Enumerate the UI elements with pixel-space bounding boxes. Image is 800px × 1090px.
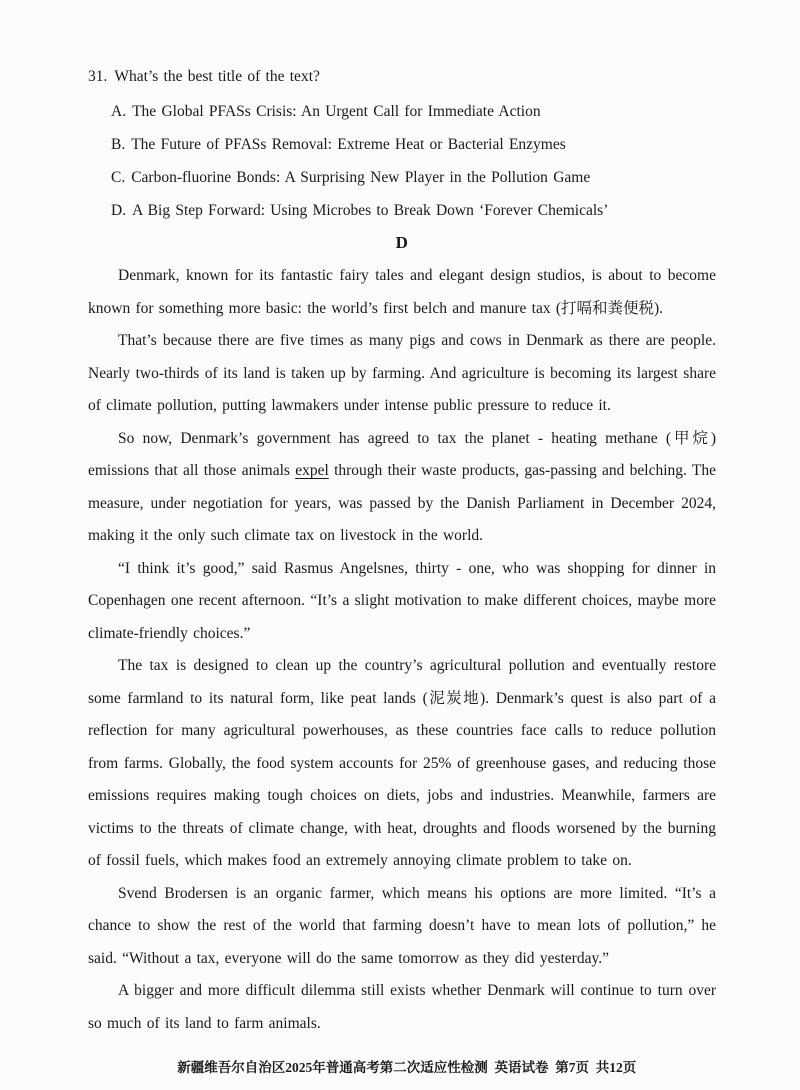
paragraph-text: Denmark, known for its fantastic fairy tales and elegant design studios, is about to become known for something more basic: the world’s first belch and manure tax (打嗝和粪便税). (88, 267, 716, 317)
underlined-word-expel: expel (295, 462, 329, 479)
paragraph-text-post: through their waste products, gas-passing and belching. The measure, under negotiation for years, was passed by the Danish Parliament in December 2024, making it the only such climate tax on livestock in the world. (88, 462, 716, 544)
passage-section-heading: D (395, 233, 409, 252)
passage-paragraph-6 (88, 878, 716, 976)
option-d (111, 194, 716, 227)
question-number: 31. (88, 68, 108, 85)
option-b-label: B. (111, 136, 126, 153)
passage-paragraph-1 (88, 260, 716, 325)
passage-paragraph-4 (88, 553, 716, 651)
option-d-text: A Big Step Forward: Using Microbes to Break Down ‘Forever Chemicals’ (132, 202, 609, 219)
option-a (111, 95, 716, 128)
option-c-label: C. (111, 169, 126, 186)
paragraph-text: Svend Brodersen is an organic farmer, which means his options are more limited. “It’s a chance to show the rest of the world that farming doesn’t have to mean lots of pollution,” he said. “Without a tax, everyone will do the same tomorrow as they did yesterday.” (88, 884, 716, 967)
option-a-label: A. (111, 103, 127, 120)
passage-paragraph-5 (88, 650, 716, 878)
passage-paragraph-2 (88, 325, 716, 423)
option-c (111, 161, 716, 194)
option-a-text: The Global PFASs Crisis: An Urgent Call for Immediate Action (132, 103, 541, 120)
question-stem: What’s the best title of the text? (114, 68, 320, 85)
option-c-text: Carbon-fluorine Bonds: A Surprising New Player in the Pollution Game (131, 169, 591, 186)
paragraph-text-pre: So now, Denmark’s government has agreed to tax the planet - heating methane (甲烷) emissions that all those animals (88, 429, 716, 479)
paragraph-text: “I think it’s good,” said Rasmus Angelsnes, thirty - one, who was shopping for dinner in Copenhagen one recent afternoon. “It’s a slight motivation to make different choices, maybe more climate-friendly choices.” (88, 559, 716, 642)
passage-body (88, 260, 716, 1040)
question-stem-line (88, 66, 716, 87)
option-b-text: The Future of PFASs Removal: Extreme Heat or Bacterial Enzymes (131, 136, 566, 153)
page-footer (0, 1040, 800, 1090)
option-b (111, 128, 716, 161)
passage-paragraph-3 (88, 423, 716, 553)
question-31 (88, 66, 716, 227)
footer-text: 新疆维吾尔自治区2025年普通高考第二次适应性检测 英语试卷 第7页 共12页 (177, 1060, 637, 1075)
passage-paragraph-7 (88, 975, 716, 1040)
paragraph-text: That’s because there are five times as many pigs and cows in Denmark as there are people. Nearly two-thirds of its land is taken up by farming. And agriculture is becoming its largest share of climate pollution, putting lawmakers under intense public pressure to reduce it. (88, 332, 716, 414)
paragraph-text: The tax is designed to clean up the country’s agricultural pollution and eventually restore some farmland to its natural form, like peat lands (泥炭地). Denmark’s quest is also part of a reflection for many agricultural powerhouses, as these countries face calls to reduce pollution from farms. Globally, the food system accounts for 25% of greenhouse gases, and reducing those emissions requires making tough choices on diets, jobs and industries. Meanwhile, farmers are victims to the threats of climate change, with heat, droughts and floods worsened by the burning of fossil fuels, which makes food an extremely annoying climate problem to take on. (88, 657, 716, 869)
option-d-label: D. (111, 202, 127, 219)
question-options (88, 95, 716, 227)
paragraph-text: A bigger and more difficult dilemma still exists whether Denmark will continue to turn over so much of its land to farm animals. (88, 982, 716, 1032)
